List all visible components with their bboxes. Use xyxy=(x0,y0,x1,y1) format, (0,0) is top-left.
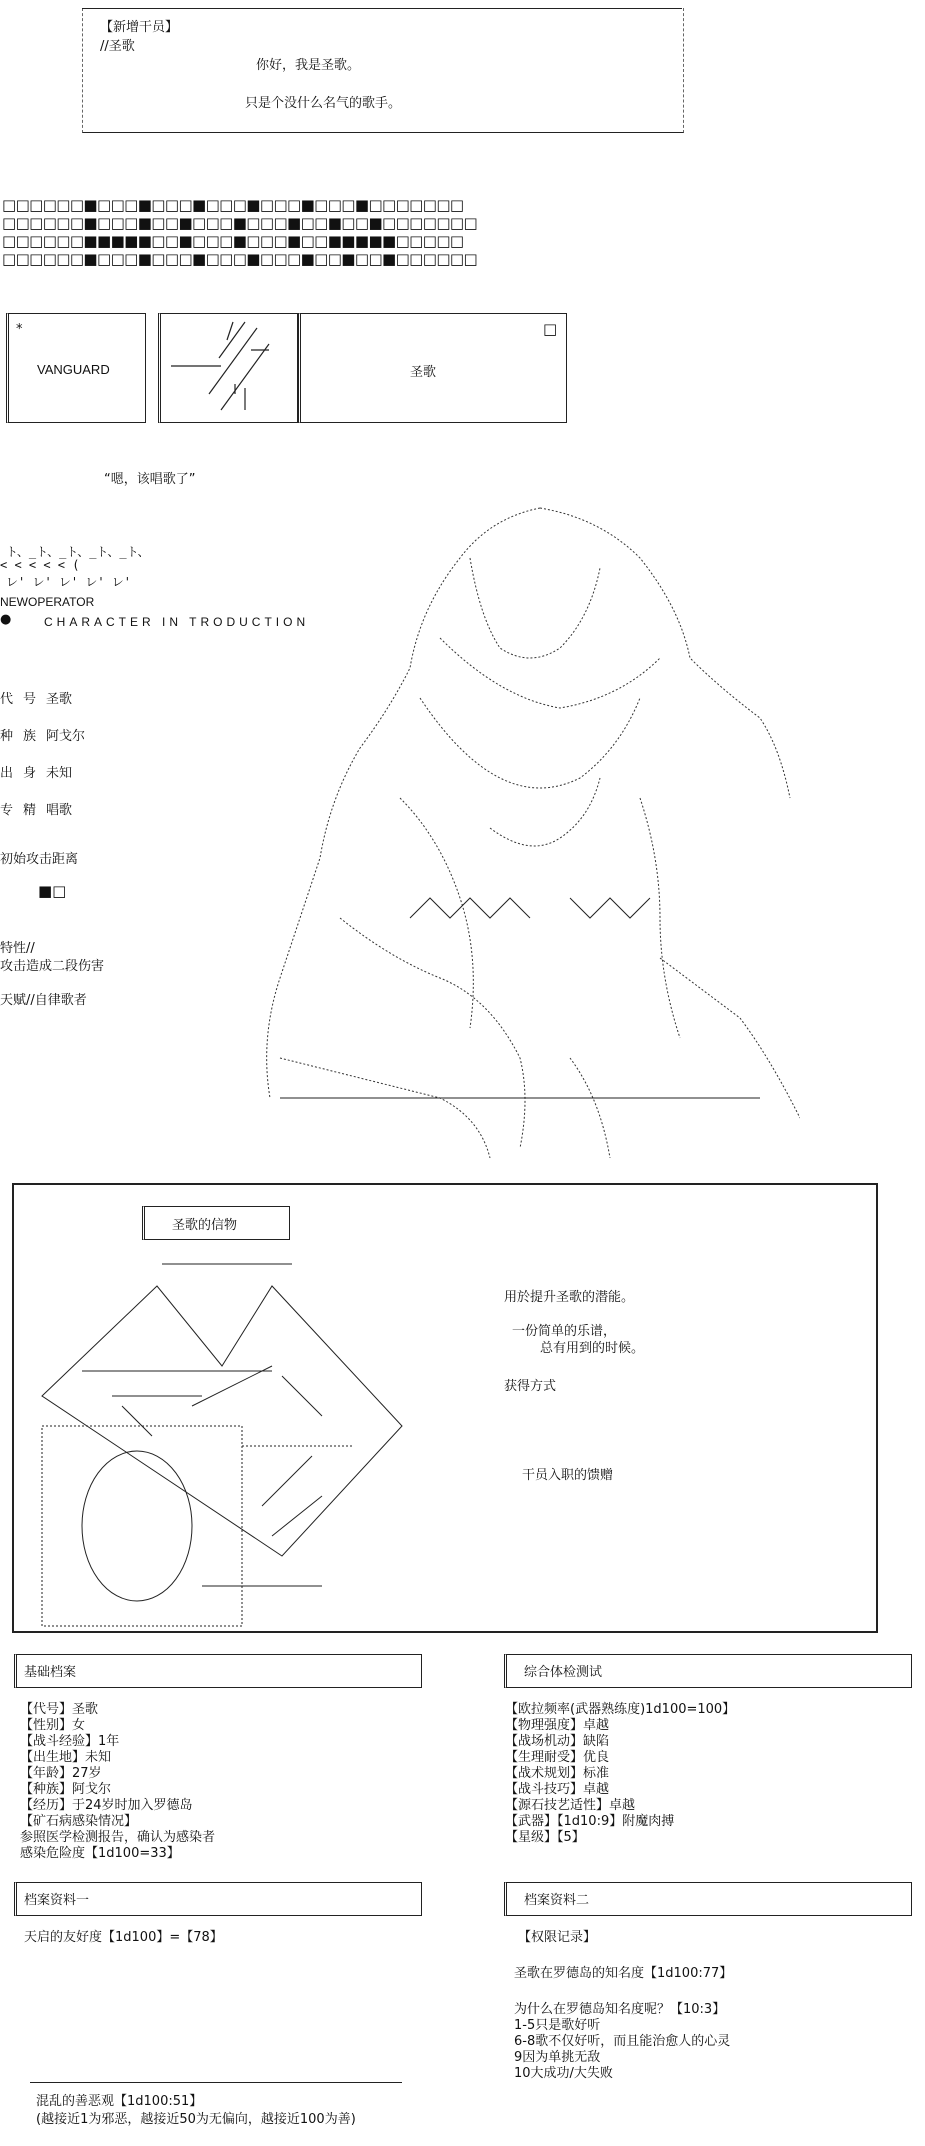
wave-line-2: < < < < < ( xyxy=(0,558,80,572)
physical-line: 【星级】【5】 xyxy=(505,1830,585,1845)
profile-row xyxy=(0,725,85,744)
basic-line: 【代号】圣歌 xyxy=(20,1702,99,1717)
operator-name: 圣歌 xyxy=(410,365,437,380)
physical-exam-title: 综合体检测试 xyxy=(524,1665,603,1680)
token-desc-3: 总有用到的时候。 xyxy=(540,1341,645,1356)
name-checkbox: □ xyxy=(543,320,558,338)
archive-2-line: 1-5只是歌好听 xyxy=(514,2018,601,2033)
physical-line: 【战场机动】缺陷 xyxy=(505,1734,610,1749)
trait-value: 攻击造成二段伤害 xyxy=(0,959,105,974)
physical-line: 【战斗技巧】卓越 xyxy=(505,1782,610,1797)
pattern-row: □□□□□□■■■■■□□■□□□■□□□■□□■■■■■□□□□□ xyxy=(2,232,464,250)
header-top-rule xyxy=(82,8,682,9)
physical-line: 【战术规划】标准 xyxy=(505,1766,610,1781)
character-introduction: CHARACTER IN TRODUCTION xyxy=(44,615,310,629)
archive-2-line: 10大成功/大失败 xyxy=(514,2066,613,2081)
archive-2-line: 圣歌在罗德岛的知名度【1d100:77】 xyxy=(514,1966,733,1981)
basic-line: 【出生地】未知 xyxy=(20,1750,112,1765)
pattern-row: □□□□□□■□□□■□□□■□□□■□□□■□□■□□■□□□□□□ xyxy=(2,250,478,268)
physical-line: 【生理耐受】优良 xyxy=(505,1750,610,1765)
archive-1-line: 天启的友好度【1d100】=【78】 xyxy=(24,1930,223,1945)
profile-value: 唱歌 xyxy=(46,803,73,818)
character-illustration xyxy=(240,498,800,1158)
profile-key: 专精 xyxy=(0,803,47,818)
profile-value: 未知 xyxy=(46,766,73,781)
attack-range-label: 初始攻击距离 xyxy=(0,852,79,867)
header-tag: 【新增干员】 xyxy=(100,20,179,35)
token-desc-1: 用於提升圣歌的潜能。 xyxy=(504,1290,635,1305)
profile-key: 种族 xyxy=(0,729,47,744)
basic-line: 【性别】女 xyxy=(20,1718,86,1733)
attack-range-cells: ■□ xyxy=(38,882,67,900)
pattern-row: □□□□□□■□□□■□□□■□□□■□□□■□□□■□□□□□□□ xyxy=(2,196,464,214)
basic-line: 感染危险度【1d100=33】 xyxy=(20,1846,180,1861)
profile-row xyxy=(0,688,72,707)
physical-line: 【武器】【1d10:9】附魔肉搏 xyxy=(505,1814,675,1829)
wave-line-3: レ' レ' レ' レ' レ' xyxy=(6,575,132,589)
profile-key: 出身 xyxy=(0,766,47,781)
basic-line: 参照医学检测报告，确认为感染者 xyxy=(20,1830,216,1845)
obtain-value: 干员入职的馈赠 xyxy=(522,1468,614,1483)
profile-value: 阿戈尔 xyxy=(46,729,86,744)
archive-2-line: 6-8歌不仅好听，而且能治愈人的心灵 xyxy=(514,2034,731,2049)
header-line-2: 只是个没什么名气的歌手。 xyxy=(245,96,402,111)
trait-label: 特性// xyxy=(0,941,35,956)
archive-2-line: 9因为单挑无敌 xyxy=(514,2050,601,2065)
bullet-icon: ● xyxy=(0,612,12,627)
token-title: 圣歌的信物 xyxy=(172,1218,238,1233)
basic-line: 【年龄】27岁 xyxy=(20,1766,102,1781)
token-illustration xyxy=(22,1256,442,1636)
basic-line: 【矿石病感染情况】 xyxy=(20,1814,138,1829)
archive-2-line: 为什么在罗德岛知名度呢？【10:3】 xyxy=(514,2002,726,2017)
profile-value: 圣歌 xyxy=(46,692,73,707)
newoperator-label: NEWOPERATOR xyxy=(0,595,95,609)
basic-line: 【经历】于24岁时加入罗德岛 xyxy=(20,1798,193,1813)
header-speaker: //圣歌 xyxy=(100,39,135,54)
quote-text: “嗯，该唱歌了” xyxy=(104,472,196,487)
class-icon-box xyxy=(158,313,298,423)
footer-line-1: 混乱的善恶观【1d100:51】 xyxy=(36,2094,203,2109)
talent-label: 天赋//自律歌者 xyxy=(0,993,87,1008)
footer-rule xyxy=(30,2082,402,2083)
pattern-row: □□□□□□■□□□■□□■□□□■□□□■□□■□□■□□□□□□□ xyxy=(2,214,478,232)
physical-line: 【物理强度】卓越 xyxy=(505,1718,610,1733)
header-line-1: 你好，我是圣歌。 xyxy=(256,58,361,73)
obtain-label: 获得方式 xyxy=(504,1379,557,1394)
wave-line-1: ト、_ト、_ト、_ト、_ト、 xyxy=(6,545,150,559)
archive-1-title: 档案资料一 xyxy=(24,1893,90,1908)
class-star: * xyxy=(16,322,23,337)
token-desc-2: 一份简单的乐谱， xyxy=(512,1324,617,1339)
physical-line: 【欧拉频率(武器熟练度)1d100=100】 xyxy=(505,1702,736,1717)
vanguard-icon xyxy=(161,314,297,422)
profile-key: 代号 xyxy=(0,692,47,707)
basic-line: 【战斗经验】1年 xyxy=(20,1734,120,1749)
basic-file-title: 基础档案 xyxy=(24,1665,77,1680)
class-label: VANGUARD xyxy=(37,362,110,377)
footer-line-2: (越接近1为邪恶，越接近50为无偏向，越接近100为善) xyxy=(36,2112,356,2127)
profile-row xyxy=(0,799,72,818)
profile-row xyxy=(0,762,72,781)
basic-line: 【种族】阿戈尔 xyxy=(20,1782,112,1797)
physical-line: 【源石技艺适性】卓越 xyxy=(505,1798,636,1813)
archive-2-title: 档案资料二 xyxy=(524,1893,590,1908)
archive-2-line: 【权限记录】 xyxy=(518,1930,597,1945)
